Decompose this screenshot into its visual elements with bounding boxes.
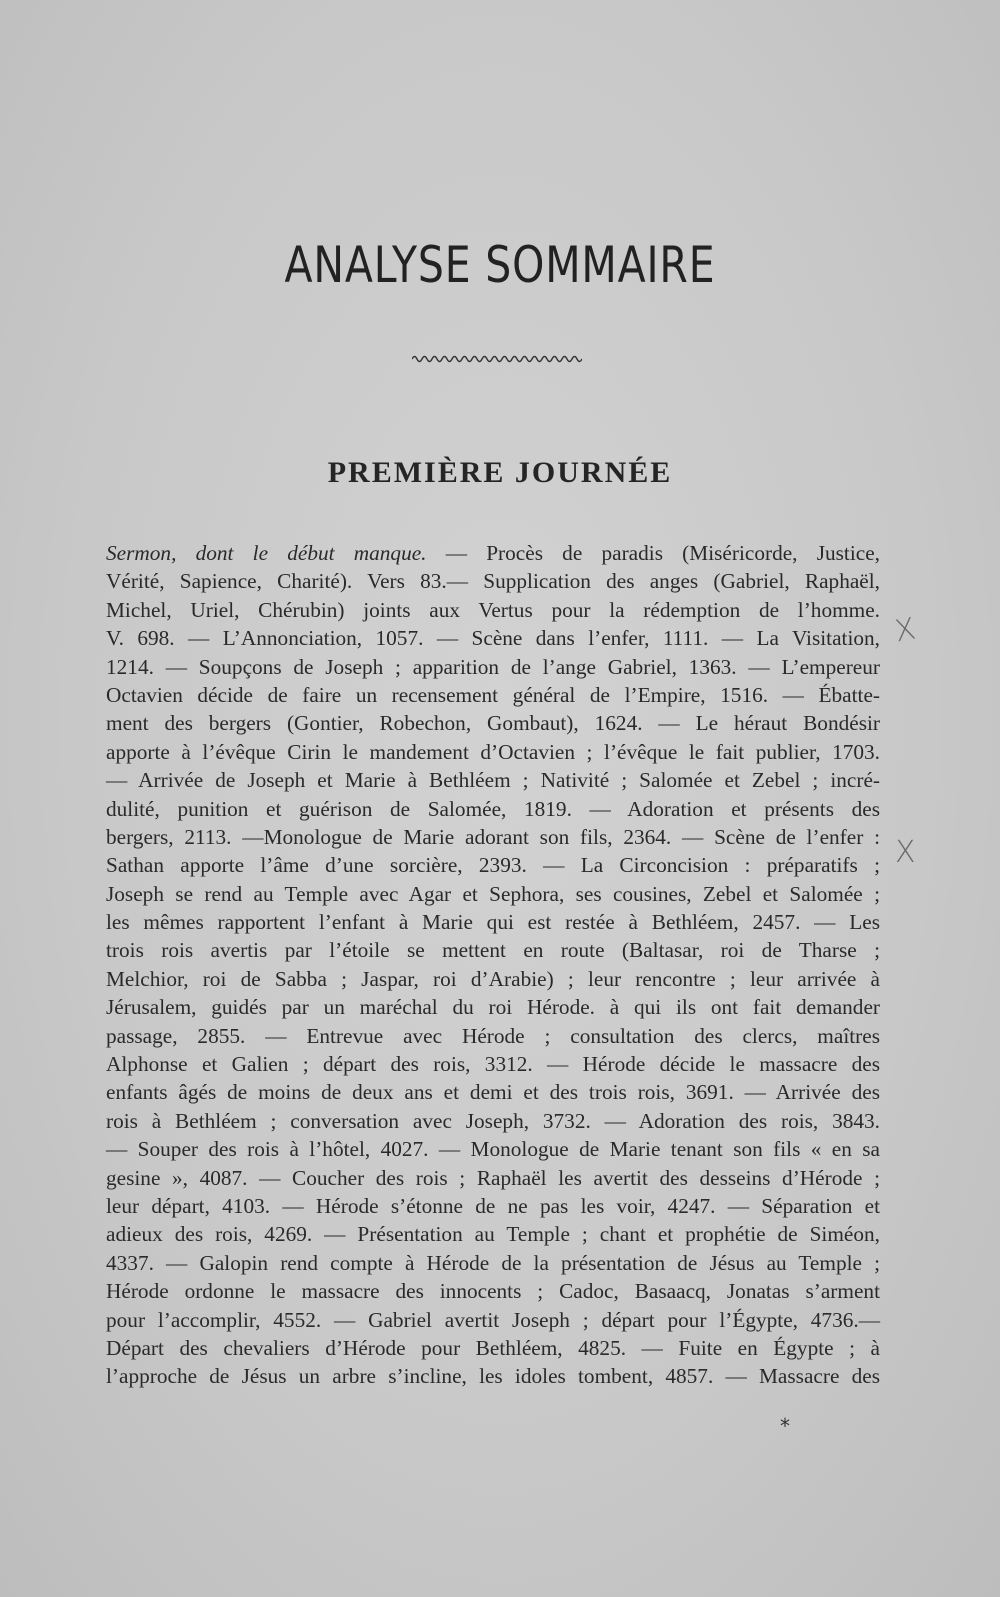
signature-mark: * xyxy=(780,1414,790,1438)
text-line xyxy=(106,1107,880,1135)
text-line xyxy=(106,709,880,737)
line-text: — Arrivée de Joseph et Marie à Bethléem ; Nativité ; Salomée et Zebel ; incré- xyxy=(106,768,880,793)
text-line xyxy=(106,738,880,766)
line-text: Alphonse et Galien ; départ des rois, 3312. — Hérode décide le massacre des xyxy=(106,1052,880,1077)
line-text: 1214. — Soupçons de Joseph ; apparition de l’ange Gabriel, 1363. — L’empereur xyxy=(106,654,880,679)
line-text: Michel, Uriel, Chérubin) joints aux Vertus pour la rédemption de l’homme. xyxy=(106,597,880,622)
line-text: 4337. — Galopin rend compte à Hérode de la présentation de Jésus au Temple ; xyxy=(106,1250,880,1275)
line-text: adieux des rois, 4269. — Présentation au Temple ; chant et prophétie de Siméon, xyxy=(106,1222,880,1247)
text-line xyxy=(106,1220,880,1248)
summary-paragraph xyxy=(106,539,880,1391)
text-line xyxy=(106,1249,880,1277)
text-line xyxy=(106,1306,880,1334)
line-text: gesine », 4087. — Coucher des rois ; Raphaël les avertit des desseins d’Hérode ; xyxy=(106,1165,880,1190)
margin-annotation: X xyxy=(892,611,919,650)
text-line xyxy=(106,1135,880,1163)
line-text: l’approche de Jésus un arbre s’incline, les idoles tombent, 4857. — Massacre des xyxy=(106,1364,880,1389)
section-heading: PREMIÈRE JOURNÉE xyxy=(327,456,673,489)
line-text: ment des bergers (Gontier, Robechon, Gombaut), 1624. — Le héraut Bondésir xyxy=(106,711,880,736)
line-text: leur départ, 4103. — Hérode s’étonne de ne pas les voir, 4247. — Séparation et xyxy=(106,1193,880,1218)
text-line xyxy=(106,567,880,595)
line-text: trois rois avertis par l’étoile se mettent en route (Baltasar, roi de Tharse ; xyxy=(106,938,880,963)
line-text: Départ des chevaliers d’Hérode pour Bethléem, 4825. — Fuite en Égypte ; à xyxy=(106,1335,880,1360)
text-line xyxy=(106,653,880,681)
text-line xyxy=(106,965,880,993)
line-text: apporte à l’évêque Cirin le mandement d’Octavien ; l’évêque le fait publier, 1703. xyxy=(106,739,880,764)
text-line xyxy=(106,766,880,794)
text-line xyxy=(106,1164,880,1192)
text-line xyxy=(106,1334,880,1362)
text-line xyxy=(106,1362,880,1390)
line-text: les mêmes rapportent l’enfant à Marie qui est restée à Bethléem, 2457. — Les xyxy=(106,910,880,935)
text-line xyxy=(106,795,880,823)
text-line xyxy=(106,539,880,567)
text-line xyxy=(106,880,880,908)
line-text: dulité, punition et guérison de Salomée, 1819. — Adoration et présents des xyxy=(106,796,880,821)
text-line xyxy=(106,1078,880,1106)
line-text: — Procès de paradis (Miséricorde, Justice, xyxy=(426,541,880,565)
italic-text: Sermon, dont le début manque. xyxy=(106,541,427,565)
line-text: bergers, 2113. —Monologue de Marie adorant son fils, 2364. — Scène de l’enfer : xyxy=(106,824,880,849)
line-text: — Souper des rois à l’hôtel, 4027. — Monologue de Marie tenant son fils « en sa xyxy=(106,1137,880,1162)
text-line xyxy=(106,624,880,652)
text-line xyxy=(106,681,880,709)
text-line xyxy=(106,936,880,964)
line-text: V. 698. — L’Annonciation, 1057. — Scène dans l’enfer, 1111. — La Visitation, xyxy=(106,626,880,651)
text-line xyxy=(106,1022,880,1050)
text-line xyxy=(106,908,880,936)
line-text: Vérité, Sapience, Charité). Vers 83.— Supplication des anges (Gabriel, Raphaël, xyxy=(106,569,880,594)
line-text: enfants âgés de moins de deux ans et demi et des trois rois, 3691. — Arrivée des xyxy=(106,1080,880,1105)
line-text: pour l’accomplir, 4552. — Gabriel avertit Joseph ; départ pour l’Égypte, 4736.— xyxy=(106,1307,880,1332)
margin-annotation: X xyxy=(895,835,916,870)
line-text: Jérusalem, guidés par un maréchal du roi Hérode. à qui ils ont fait demander xyxy=(106,995,880,1020)
page-title: ANALYSE SOMMAIRE xyxy=(284,236,716,294)
text-line xyxy=(106,851,880,879)
line-text: rois à Bethléem ; conversation avec Joseph, 3732. — Adoration des rois, 3843. xyxy=(106,1108,880,1133)
line-text: Joseph se rend au Temple avec Agar et Sephora, ses cousines, Zebel et Salomée ; xyxy=(106,881,880,906)
text-line xyxy=(106,596,880,624)
line-text: Octavien décide de faire un recensement général de l’Empire, 1516. — Ébatte- xyxy=(106,682,880,707)
text-line xyxy=(106,1192,880,1220)
text-line xyxy=(106,1277,880,1305)
text-line xyxy=(106,823,880,851)
line-text: Melchior, roi de Sabba ; Jaspar, roi d’Arabie) ; leur rencontre ; leur arrivée à xyxy=(106,966,880,991)
line-text: passage, 2855. — Entrevue avec Hérode ; consultation des clercs, maîtres xyxy=(106,1023,880,1048)
text-line xyxy=(106,1050,880,1078)
line-text: Hérode ordonne le massacre des innocents ; Cadoc, Basaacq, Jonatas s’arment xyxy=(106,1279,880,1304)
line-text: Sathan apporte l’âme d’une sorcière, 2393. — La Circoncision : préparatifs ; xyxy=(106,853,880,878)
wavy-ornament xyxy=(412,352,582,366)
text-line xyxy=(106,993,880,1021)
